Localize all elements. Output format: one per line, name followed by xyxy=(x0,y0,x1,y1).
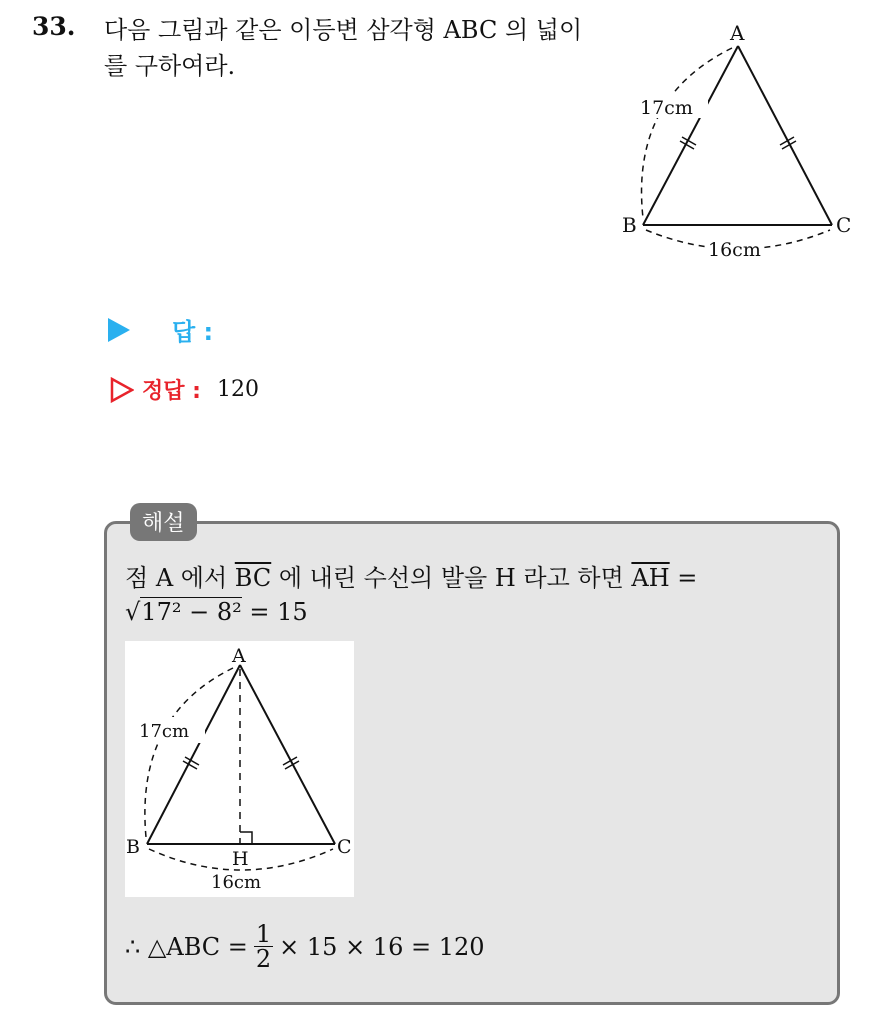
question-number: 33. xyxy=(32,12,76,41)
explanation-text: 에 내린 수선의 발을 H 라고 하면 xyxy=(271,564,632,592)
correct-answer-label: 정답 : xyxy=(142,379,201,404)
vertex-h-label: H xyxy=(232,848,249,870)
fraction-half xyxy=(254,922,273,971)
vertex-c-label: C xyxy=(836,213,852,237)
correct-answer-row xyxy=(110,374,259,405)
question-text: 다음 그림과 같은 이등변 삼각형 ABC 의 넓이를 구하여라. xyxy=(104,16,583,80)
explanation-text: = xyxy=(669,564,698,592)
correct-answer-value: 120 xyxy=(216,377,259,402)
base-length-label: 16cm xyxy=(708,239,761,261)
arc-ab xyxy=(145,668,233,837)
vertex-a-label: A xyxy=(730,21,745,45)
explanation-line-2 xyxy=(125,598,308,626)
play-icon xyxy=(108,318,130,342)
arc-ab xyxy=(642,48,732,218)
explanation-text: 점 A 에서 xyxy=(125,564,235,592)
fraction-numerator: 1 xyxy=(255,920,272,948)
equation-suffix: × 15 × 16 = 120 xyxy=(279,932,485,961)
equation-prefix: ∴ △ABC = xyxy=(125,932,248,961)
fraction-denominator: 2 xyxy=(255,945,272,973)
explanation-line-1 xyxy=(125,558,825,593)
vertex-b-label: B xyxy=(126,836,140,858)
side-ab xyxy=(643,46,738,225)
answer-row xyxy=(108,312,213,347)
sqrt-expression: 17² − 8² xyxy=(141,598,242,626)
triangle-outline-icon xyxy=(110,377,134,403)
vertex-c-label: C xyxy=(337,836,352,858)
final-equation xyxy=(125,922,485,971)
side-ab xyxy=(147,665,240,844)
base-length-label: 16cm xyxy=(211,872,262,893)
segment-ah: $\overline{AH}$ xyxy=(631,564,670,592)
sqrt-sign: √ xyxy=(125,598,141,626)
side-ac xyxy=(240,665,335,844)
segment-bc: $\overline{BC}$ xyxy=(234,564,272,592)
vertex-a-label: A xyxy=(232,645,246,667)
explanation-tag: 해설 xyxy=(130,503,197,541)
side-length-label: 17cm xyxy=(640,97,693,119)
sqrt-result: = 15 xyxy=(241,598,308,626)
side-ac xyxy=(738,46,832,225)
triangle-figure xyxy=(610,18,860,268)
vertex-b-label: B xyxy=(622,213,637,237)
triangle-with-height-figure xyxy=(125,641,354,897)
right-angle-mark xyxy=(240,832,252,844)
answer-label: 답 : xyxy=(172,318,214,346)
side-length-label: 17cm xyxy=(139,721,190,742)
